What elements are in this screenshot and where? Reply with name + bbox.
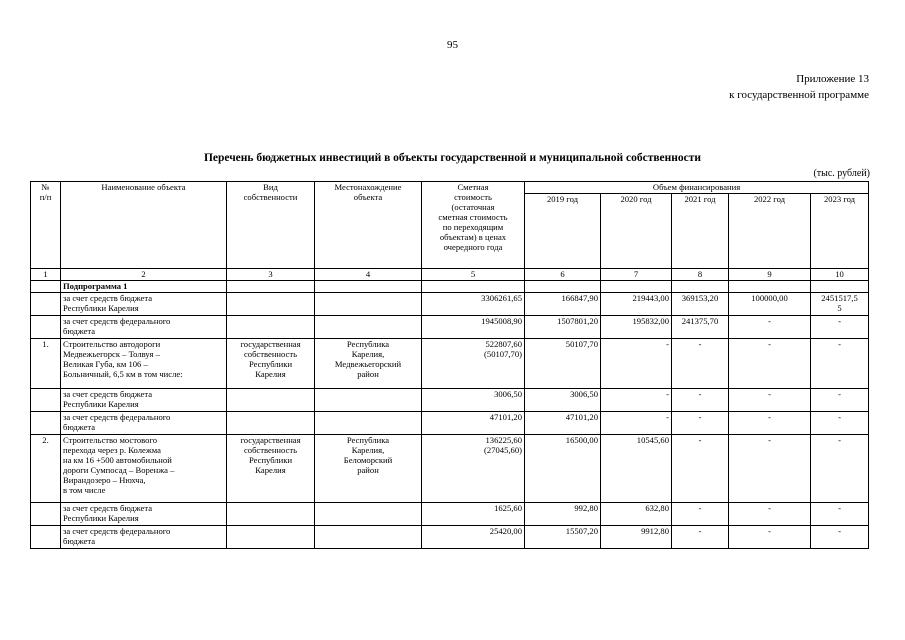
row-value-2019: 992,80	[525, 503, 601, 526]
column-number: 6	[525, 269, 601, 281]
row-name: за счет средств бюджета Республики Карелия	[61, 503, 227, 526]
row-value-2019: 47101,20	[525, 412, 601, 435]
row-value-2019	[525, 281, 601, 293]
table-row	[31, 503, 869, 526]
row-value-2023: -	[811, 526, 869, 549]
appendix-note	[729, 71, 869, 103]
row-value-2023: -	[811, 339, 869, 389]
row-cost: 3306261,65	[422, 293, 525, 316]
header-ownership: Вид собственности	[227, 182, 315, 269]
investment-table	[30, 181, 869, 549]
row-value-2023: -	[811, 316, 869, 339]
row-value-2021	[672, 281, 729, 293]
row-value-2023: -	[811, 503, 869, 526]
row-value-2023: -	[811, 389, 869, 412]
row-name: за счет средств федерального бюджета	[61, 526, 227, 549]
table-row	[31, 435, 869, 503]
row-value-2019: 50107,70	[525, 339, 601, 389]
row-location: Республика Карелия, Беломорский район	[315, 435, 422, 503]
row-value-2022	[729, 281, 811, 293]
row-num: 2.	[31, 435, 61, 503]
column-number: 1	[31, 269, 61, 281]
page-number: 95	[447, 39, 458, 51]
row-cost	[422, 281, 525, 293]
row-value-2023	[811, 281, 869, 293]
table-row	[31, 339, 869, 389]
row-ownership	[227, 316, 315, 339]
column-number: 2	[61, 269, 227, 281]
header-funding: Объем финансирования	[525, 182, 869, 194]
row-location	[315, 293, 422, 316]
row-value-2022: -	[729, 389, 811, 412]
row-num	[31, 316, 61, 339]
row-value-2022: -	[729, 316, 811, 339]
row-cost: 1945008,90	[422, 316, 525, 339]
row-value-2019: 15507,20	[525, 526, 601, 549]
table-body	[31, 281, 869, 549]
row-location	[315, 503, 422, 526]
row-ownership	[227, 503, 315, 526]
header-year-2022: 2022 год	[729, 194, 811, 269]
row-location: Республика Карелия, Медвежьегорский район	[315, 339, 422, 389]
column-number: 8	[672, 269, 729, 281]
row-cost: 136225,60 (27045,60)	[422, 435, 525, 503]
row-name: Строительство мостового перехода через р. Колежма на км 16 +500 автомобильной дороги Сумпосад – Вoренжа – Вирандозеро – Нюхча, в том числе	[61, 435, 227, 503]
row-ownership	[227, 526, 315, 549]
table-row	[31, 412, 869, 435]
row-value-2020: 10545,60	[601, 435, 672, 503]
appendix-line-2: к государственной программе	[729, 89, 869, 101]
row-value-2020: 219443,00	[601, 293, 672, 316]
row-ownership: государственная собственность Республики Карелия	[227, 339, 315, 389]
table-row	[31, 293, 869, 316]
row-value-2019: 1507801,20	[525, 316, 601, 339]
row-location	[315, 412, 422, 435]
row-ownership	[227, 412, 315, 435]
header-location: Местонахождение объекта	[315, 182, 422, 269]
row-value-2020: 632,80	[601, 503, 672, 526]
row-value-2022: -	[729, 526, 811, 549]
row-ownership	[227, 293, 315, 316]
row-value-2022: -	[729, 339, 811, 389]
row-value-2023: -	[811, 435, 869, 503]
row-name: Строительство автодороги Медвежьегорск – Толвуя – Великая Губа, км 106 – Больничный, 6,5 км в том числе:	[61, 339, 227, 389]
appendix-line-1: Приложение 13	[796, 73, 869, 85]
row-value-2021: -	[672, 412, 729, 435]
row-value-2022: -	[729, 412, 811, 435]
table-header	[31, 182, 869, 281]
column-number: 10	[811, 269, 869, 281]
row-num	[31, 412, 61, 435]
row-value-2021: -	[672, 503, 729, 526]
row-value-2023: -	[811, 412, 869, 435]
row-name: за счет средств бюджета Республики Карелия	[61, 293, 227, 316]
row-value-2019: 16500,00	[525, 435, 601, 503]
row-value-2021: -	[672, 526, 729, 549]
table-row	[31, 526, 869, 549]
row-value-2021: 241375,70	[672, 316, 729, 339]
row-cost: 47101,20	[422, 412, 525, 435]
row-value-2019: 166847,90	[525, 293, 601, 316]
row-num	[31, 526, 61, 549]
row-cost: 522807,60 (50107,70)	[422, 339, 525, 389]
column-number: 7	[601, 269, 672, 281]
column-number-row	[31, 269, 869, 281]
row-value-2022: -	[729, 503, 811, 526]
row-value-2021: -	[672, 435, 729, 503]
units-note: (тыс. рублей)	[813, 168, 870, 179]
row-cost: 25420,00	[422, 526, 525, 549]
header-year-2021: 2021 год	[672, 194, 729, 269]
row-value-2022: 100000,00	[729, 293, 811, 316]
row-location	[315, 316, 422, 339]
document-title: Перечень бюджетных инвестиций в объекты государственной и муниципальной собственности	[203, 152, 702, 164]
row-name: за счет средств федерального бюджета	[61, 412, 227, 435]
row-location	[315, 526, 422, 549]
row-value-2021: 369153,20	[672, 293, 729, 316]
table-row	[31, 281, 869, 293]
column-number: 9	[729, 269, 811, 281]
table-row	[31, 316, 869, 339]
row-value-2021: -	[672, 339, 729, 389]
row-cost: 3006,50	[422, 389, 525, 412]
row-name: за счет средств бюджета Республики Карелия	[61, 389, 227, 412]
header-name: Наименование объекта	[61, 182, 227, 269]
column-number: 5	[422, 269, 525, 281]
row-cost: 1625,60	[422, 503, 525, 526]
header-year-2020: 2020 год	[601, 194, 672, 269]
row-value-2020: 195832,00	[601, 316, 672, 339]
row-ownership	[227, 281, 315, 293]
row-name: за счет средств федерального бюджета	[61, 316, 227, 339]
column-number: 4	[315, 269, 422, 281]
row-num: 1.	[31, 339, 61, 389]
table-row	[31, 389, 869, 412]
header-cost: Сметная стоимость (остаточная сметная стоимость по переходящим объектам) в ценах очередного года	[422, 182, 525, 269]
header-num: № п/п	[31, 182, 61, 269]
row-value-2019: 3006,50	[525, 389, 601, 412]
row-num	[31, 281, 61, 293]
row-num	[31, 389, 61, 412]
row-num	[31, 293, 61, 316]
row-ownership	[227, 389, 315, 412]
row-location	[315, 281, 422, 293]
row-name: Подпрограмма 1	[61, 281, 227, 293]
header-year-2019: 2019 год	[525, 194, 601, 269]
row-value-2020: -	[601, 389, 672, 412]
column-number: 3	[227, 269, 315, 281]
header-year-2023: 2023 год	[811, 194, 869, 269]
row-value-2020: -	[601, 412, 672, 435]
row-value-2020: -	[601, 339, 672, 389]
row-value-2022: -	[729, 435, 811, 503]
row-value-2023: 2451517,5 5	[811, 293, 869, 316]
row-ownership: государственная собственность Республики Карелия	[227, 435, 315, 503]
row-num	[31, 503, 61, 526]
row-value-2020	[601, 281, 672, 293]
row-value-2021: -	[672, 389, 729, 412]
row-location	[315, 389, 422, 412]
row-value-2020: 9912,80	[601, 526, 672, 549]
